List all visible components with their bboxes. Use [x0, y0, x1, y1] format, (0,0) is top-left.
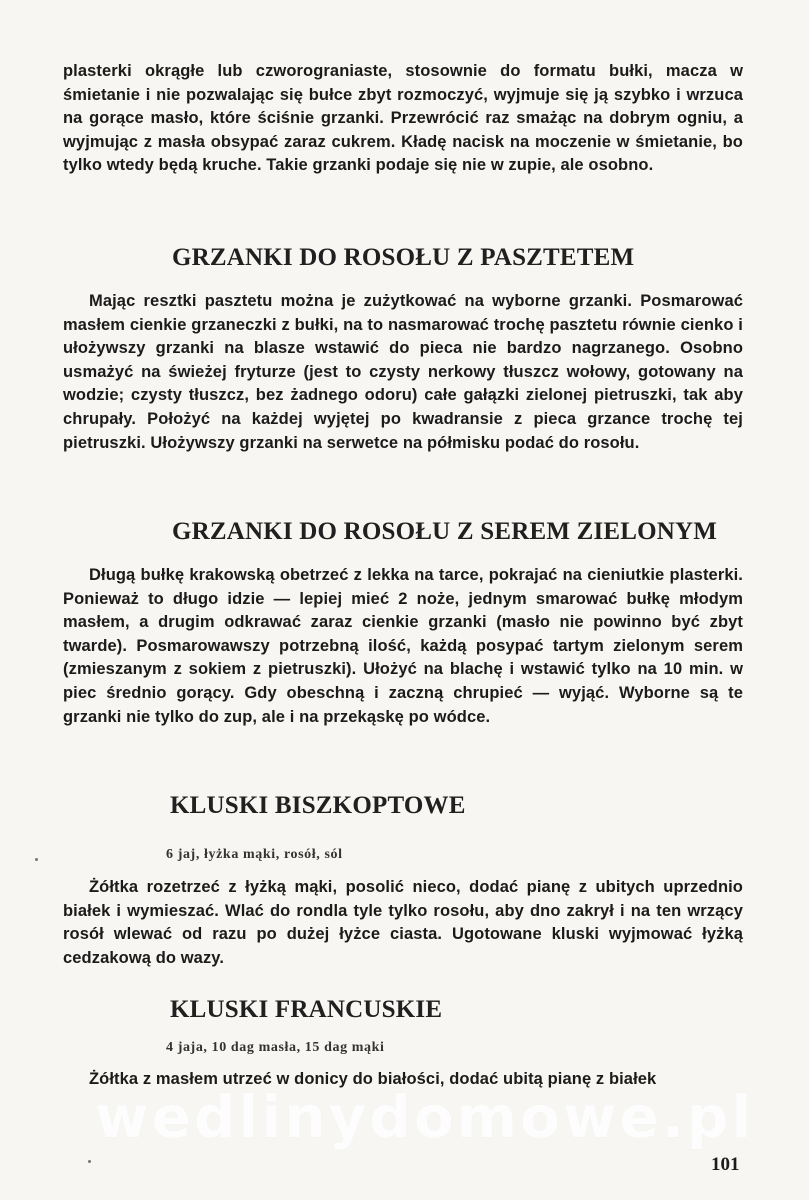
section-title-pasztet: GRZANKI DO ROSOŁU Z PASZTETEM	[172, 244, 635, 271]
section-title-ser-zielony: GRZANKI DO ROSOŁU Z SEREM ZIELONYM	[172, 518, 718, 545]
section-title-kluski-francuskie: KLUSKI FRANCUSKIE	[170, 996, 443, 1023]
page-speck	[88, 1160, 91, 1163]
section-body-kluski-biszkoptowe: Żółtka rozetrzeć z łyżką mąki, posolić nieco, dodać pianę z ubitych uprzednio białek i wymieszać. Wlać do rondla tyle tylko rosołu, aby dno zakrył i na ten wrzący rosół wlewać od razu po dużej łyżce ciasta. Ugotowane kluski wyjmować łyżką cedzakową do wazy.	[63, 878, 743, 967]
section-body-pasztet: Mając resztki pasztetu można je zużytkować na wyborne grzanki. Posmarować masłem cienkie grzaneczki z bułki, na to nasmarować trochę pasztetu równie cienko i ułożywszy grzanki na blasze wstawić do pieca nie bardzo nagrzanego. Osobno usmażyć na świeżej fryturze (jest to czysty nerkowy tłuszcz wołowy, gotowany na wodzie; czysty tłuszcz, bez żadnego odoru) całe gałązki zielonej pietruszki, tak aby chrupały. Położyć na każdej wyjętej po kwadransie z pieca grzance trochę tej pietruszki. Ułożywszy grzanki na serwetce na półmisku podać do rosołu.	[63, 292, 743, 452]
section-title-kluski-biszkoptowe: KLUSKI BISZKOPTOWE	[170, 792, 466, 819]
section-body-ser-zielony: Długą bułkę krakowską obetrzeć z lekka na tarce, pokrajać na cieniutkie plasterki. Ponieważ to długo idzie — lepiej mieć 2 noże, jednym smarować bułkę młodym masłem, a drugim odkrawać zaraz cienkie grzanki (masło nie powinno być zbyt twarde). Posmarowawszy potrzebną ilość, każdą posypać tartym zielonym serem (zmieszanym z sokiem z pietruszki). Ułożyć na blachę i wstawić tylko na 10 min. w piec średnio gorący. Gdy obeschną i zaczną chrupieć — wyjąć. Wyborne są te grzanki nie tylko do zup, ale i na przekąskę po wódce.	[63, 566, 743, 726]
page-number: 101	[711, 1154, 740, 1175]
ingredients-kluski-francuskie: 4 jaja, 10 dag masła, 15 dag mąki	[166, 1040, 385, 1055]
ingredients-kluski-biszkoptowe: 6 jaj, łyżka mąki, rosół, sól	[166, 847, 343, 862]
watermark: wedlinydomowe.pl	[95, 1083, 755, 1151]
section-body-kluski-francuskie: Żółtka z masłem utrzeć w donicy do białości, dodać ubitą pianę z białek	[89, 1070, 657, 1088]
page-speck	[35, 858, 38, 861]
intro-paragraph: plasterki okrągłe lub czworograniaste, stosownie do formatu bułki, macza w śmietanie i nie pozwalając się bułce zbyt rozmoczyć, wyjmuje się ją szybko i wrzuca na gorące masło, które ściśnie grzanki. Przewrócić raz smażąc na dobrym ogniu, a wyjmując z masła obsypać zaraz cukrem. Kładę nacisk na moczenie w śmietanie, bo tylko wtedy będą kruche. Takie grzanki podaje się nie w zupie, ale osobno.	[63, 62, 743, 175]
